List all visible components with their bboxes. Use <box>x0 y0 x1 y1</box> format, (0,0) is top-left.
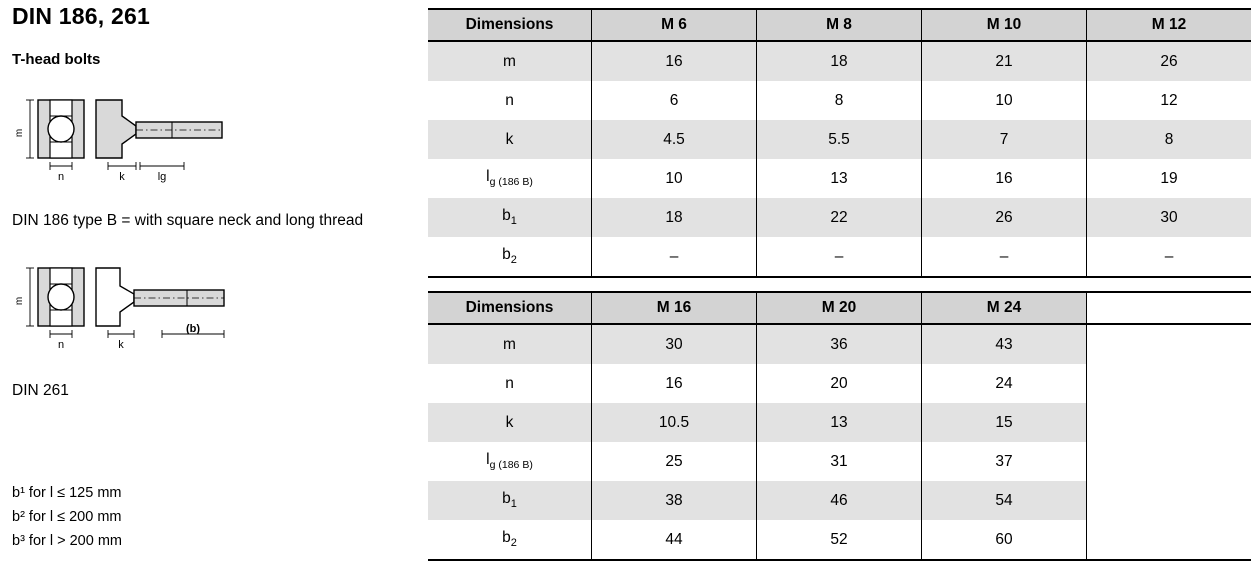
page-subtitle: T-head bolts <box>12 51 101 69</box>
table2-cell: 15 <box>922 403 1087 442</box>
table-header-row <box>428 292 1251 324</box>
table1-header-dimensions: Dimensions <box>428 9 592 41</box>
svg-text:m: m <box>14 297 25 306</box>
table-row <box>428 159 1251 198</box>
page-title: DIN 186, 261 <box>12 3 150 29</box>
table2-cell: 37 <box>922 442 1087 481</box>
table1-row-label-sub: 1 <box>510 215 517 228</box>
table2-row-label-sub: 2 <box>510 537 517 550</box>
table1-header-m12: M 12 <box>1087 9 1251 41</box>
dimensions-table-2 <box>428 291 1251 561</box>
table2-cell: 36 <box>757 324 922 364</box>
table2-row-label: $l_{g (186 B)}$ <box>428 442 592 481</box>
table1-row-label: $b_1$ <box>428 198 592 237</box>
table-header-row <box>428 9 1251 41</box>
left-column <box>12 4 422 402</box>
svg-text:n: n <box>57 171 65 184</box>
table2-cell: 43 <box>922 324 1087 364</box>
table-row <box>428 442 1251 481</box>
table2-header-dimensions: Dimensions <box>428 292 592 324</box>
table2-cell-empty <box>1087 324 1251 364</box>
footnote-2: b² for l ≤ 200 mm <box>12 508 122 525</box>
svg-text:k: k <box>118 339 124 352</box>
table2-cell: 52 <box>757 520 922 560</box>
table1-cell: – <box>592 237 757 277</box>
table1-row-label: m <box>428 41 592 81</box>
table1-cell: 8 <box>757 81 922 120</box>
table-row <box>428 81 1251 120</box>
svg-text:n: n <box>57 339 65 352</box>
table1-header-m8: M 8 <box>757 9 922 41</box>
table2-cell: 25 <box>592 442 757 481</box>
table2-cell: 38 <box>592 481 757 520</box>
table1-cell: 7 <box>922 120 1087 159</box>
table1-row-label: $b_2$ <box>428 237 592 277</box>
table1-cell: 30 <box>1087 198 1251 237</box>
table2-header-m16: M 16 <box>592 292 757 324</box>
table2-row-label: $b_1$ <box>428 481 592 520</box>
table2-header-empty <box>1087 292 1251 324</box>
dimensions-table-1 <box>428 8 1251 278</box>
table2-cell: 13 <box>757 403 922 442</box>
table1-row-label-sub: 2 <box>510 254 517 267</box>
table2-cell-empty <box>1087 442 1251 481</box>
table2-cell-empty <box>1087 364 1251 403</box>
footnote-3: b³ for l > 200 mm <box>12 532 122 549</box>
svg-text:lg: lg <box>157 171 167 184</box>
table2-row-label: m <box>428 324 592 364</box>
table1-row-label: n <box>428 81 592 120</box>
table1-cell: – <box>1087 237 1251 277</box>
svg-text:k: k <box>119 171 125 184</box>
table2-header-m24: M 24 <box>922 292 1087 324</box>
table1-cell: 10 <box>592 159 757 198</box>
table2-cell: 60 <box>922 520 1087 560</box>
table1-cell: – <box>922 237 1087 277</box>
table1-cell: 22 <box>757 198 922 237</box>
footnote-1: b¹ for l ≤ 125 mm <box>12 485 122 501</box>
table1-cell: 6 <box>592 81 757 120</box>
table1-cell: – <box>757 237 922 277</box>
table-row <box>428 364 1251 403</box>
figure1-caption: DIN 186 type B = with square neck and long thread <box>12 212 364 230</box>
table2-row-label: n <box>428 364 592 403</box>
table1-cell: 13 <box>757 159 922 198</box>
table1-cell: 4.5 <box>592 120 757 159</box>
din186-drawing <box>12 86 252 196</box>
table2-cell: 46 <box>757 481 922 520</box>
table-row <box>428 41 1251 81</box>
table1-row-label: $l_{g (186 B)}$ <box>428 159 592 198</box>
table1-cell: 19 <box>1087 159 1251 198</box>
table1-cell: 12 <box>1087 81 1251 120</box>
table2-cell: 31 <box>757 442 922 481</box>
table1-row-label-sub: g (186 B) <box>489 176 533 189</box>
table2-cell: 16 <box>592 364 757 403</box>
table2-cell: 20 <box>757 364 922 403</box>
table1-cell: 21 <box>922 41 1087 81</box>
table1-cell: 26 <box>1087 41 1251 81</box>
table2-cell-empty <box>1087 481 1251 520</box>
table2-cell: 24 <box>922 364 1087 403</box>
table1-cell: 16 <box>922 159 1087 198</box>
table-row <box>428 520 1251 560</box>
figure-din186 <box>12 86 422 232</box>
table1-row-label: k <box>428 120 592 159</box>
table2-row-label: k <box>428 403 592 442</box>
table2-cell-empty <box>1087 403 1251 442</box>
table1-cell: 18 <box>592 198 757 237</box>
table2-cell: 44 <box>592 520 757 560</box>
table1-cell: 26 <box>922 198 1087 237</box>
table-row <box>428 237 1251 277</box>
footnotes <box>12 482 122 554</box>
table2-cell: 30 <box>592 324 757 364</box>
table-row <box>428 120 1251 159</box>
table2-cell: 10.5 <box>592 403 757 442</box>
table1-header-m10: M 10 <box>922 9 1087 41</box>
table2-cell-empty <box>1087 520 1251 560</box>
svg-text:m: m <box>14 129 25 138</box>
table1-header-m6: M 6 <box>592 9 757 41</box>
svg-text:(b): (b) <box>185 323 201 336</box>
table1-cell: 18 <box>757 41 922 81</box>
din261-drawing <box>12 254 252 364</box>
table2-row-label: $b_2$ <box>428 520 592 560</box>
table-row <box>428 198 1251 237</box>
table1-cell: 5.5 <box>757 120 922 159</box>
table-row <box>428 324 1251 364</box>
figure-din261 <box>12 254 422 402</box>
table1-cell: 16 <box>592 41 757 81</box>
table2-cell: 54 <box>922 481 1087 520</box>
table2-header-m20: M 20 <box>757 292 922 324</box>
table-row <box>428 481 1251 520</box>
table1-cell: 8 <box>1087 120 1251 159</box>
table2-row-label-sub: g (186 B) <box>489 459 533 472</box>
table-row <box>428 403 1251 442</box>
table2-row-label-sub: 1 <box>510 498 517 511</box>
figure2-caption: DIN 261 <box>12 382 69 400</box>
table1-cell: 10 <box>922 81 1087 120</box>
